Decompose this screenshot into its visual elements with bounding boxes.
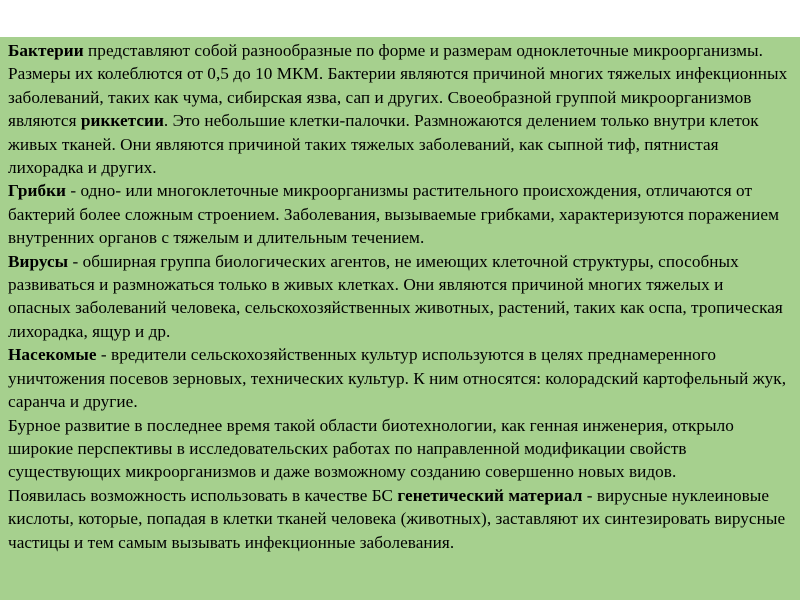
paragraph-insects: [8, 343, 790, 413]
paragraph-text: - одно- или многоклеточные микроорганизмы растительного происхождения, отличаются от бактерий более сложным строением. Заболевания, вызываемые грибками, характеризуются поражением внутренних органов с тяжелым и длительным течением.: [8, 181, 779, 248]
paragraph-viruses: [8, 250, 790, 344]
paragraph-bacteria: [8, 39, 790, 179]
text-block: [0, 37, 800, 600]
term-insects: Насекомые: [8, 345, 97, 365]
paragraph-genetic-material: [8, 484, 790, 554]
term-genetic-material: генетический материал: [397, 485, 583, 505]
paragraph-fungi: [8, 179, 790, 249]
paragraph-genetic-engineering: [8, 414, 790, 484]
paragraph-text: - вирусные нуклеиновые кислоты, которые, попадая в клетки тканей человека (животных), заставляют их синтезировать вирусные частицы и тем самым вызывать инфекционные заболевания.: [8, 485, 786, 552]
term-bacteria: Бактерии: [8, 41, 84, 60]
paragraph-text: - обширная группа биологических агентов, не имеющих клеточной структуры, способных развиваться и размножаться только в живых клетках. Они являются причиной многих тяжелых и опасных заболеваний человека, сельскохозяйственных животных, растений, таких как оспа, тропическая лихорадка, ящур и др.: [8, 251, 783, 341]
paragraph-text: Появилась возможность использовать в качестве БС: [8, 485, 398, 505]
paragraph-text: представляют собой разнообразные по форме и размерам одноклеточные микроорганизмы. Размеры их колеблются от 0,5 до 10 МКМ. Бактерии являются причиной многих тяжелых инфекционных заболеваний, таких как чума, сибирская язва, сап и других. Своеобразной группой микроорганизмов являются: [8, 41, 788, 131]
paragraph-text: Бурное развитие в последнее время такой области биотехнологии, как генная инженерия, открыло широкие перспективы в исследовательских работах по направленной модификации свойств существующих микроорганизмов и даже возможному созданию совершенно новых видов.: [8, 415, 734, 482]
term-rickettsia: риккетсии: [80, 111, 164, 131]
paragraph-text: - вредители сельскохозяйственных культур используются в целях преднамеренного уничтожения посевов зерновых, технических культур. К ним относятся: колорадский картофельный жук, саранча и другие.: [8, 345, 787, 412]
paragraph-text: . Это небольшие клетки-палочки. Размножаются делением только внутри клеток живых тканей. Они являются причиной таких тяжелых заболеваний, как сыпной тиф, пятнистая лихорадка и других.: [8, 111, 759, 178]
term-viruses: Вирусы: [8, 251, 69, 271]
term-fungi: Грибки: [8, 181, 67, 201]
